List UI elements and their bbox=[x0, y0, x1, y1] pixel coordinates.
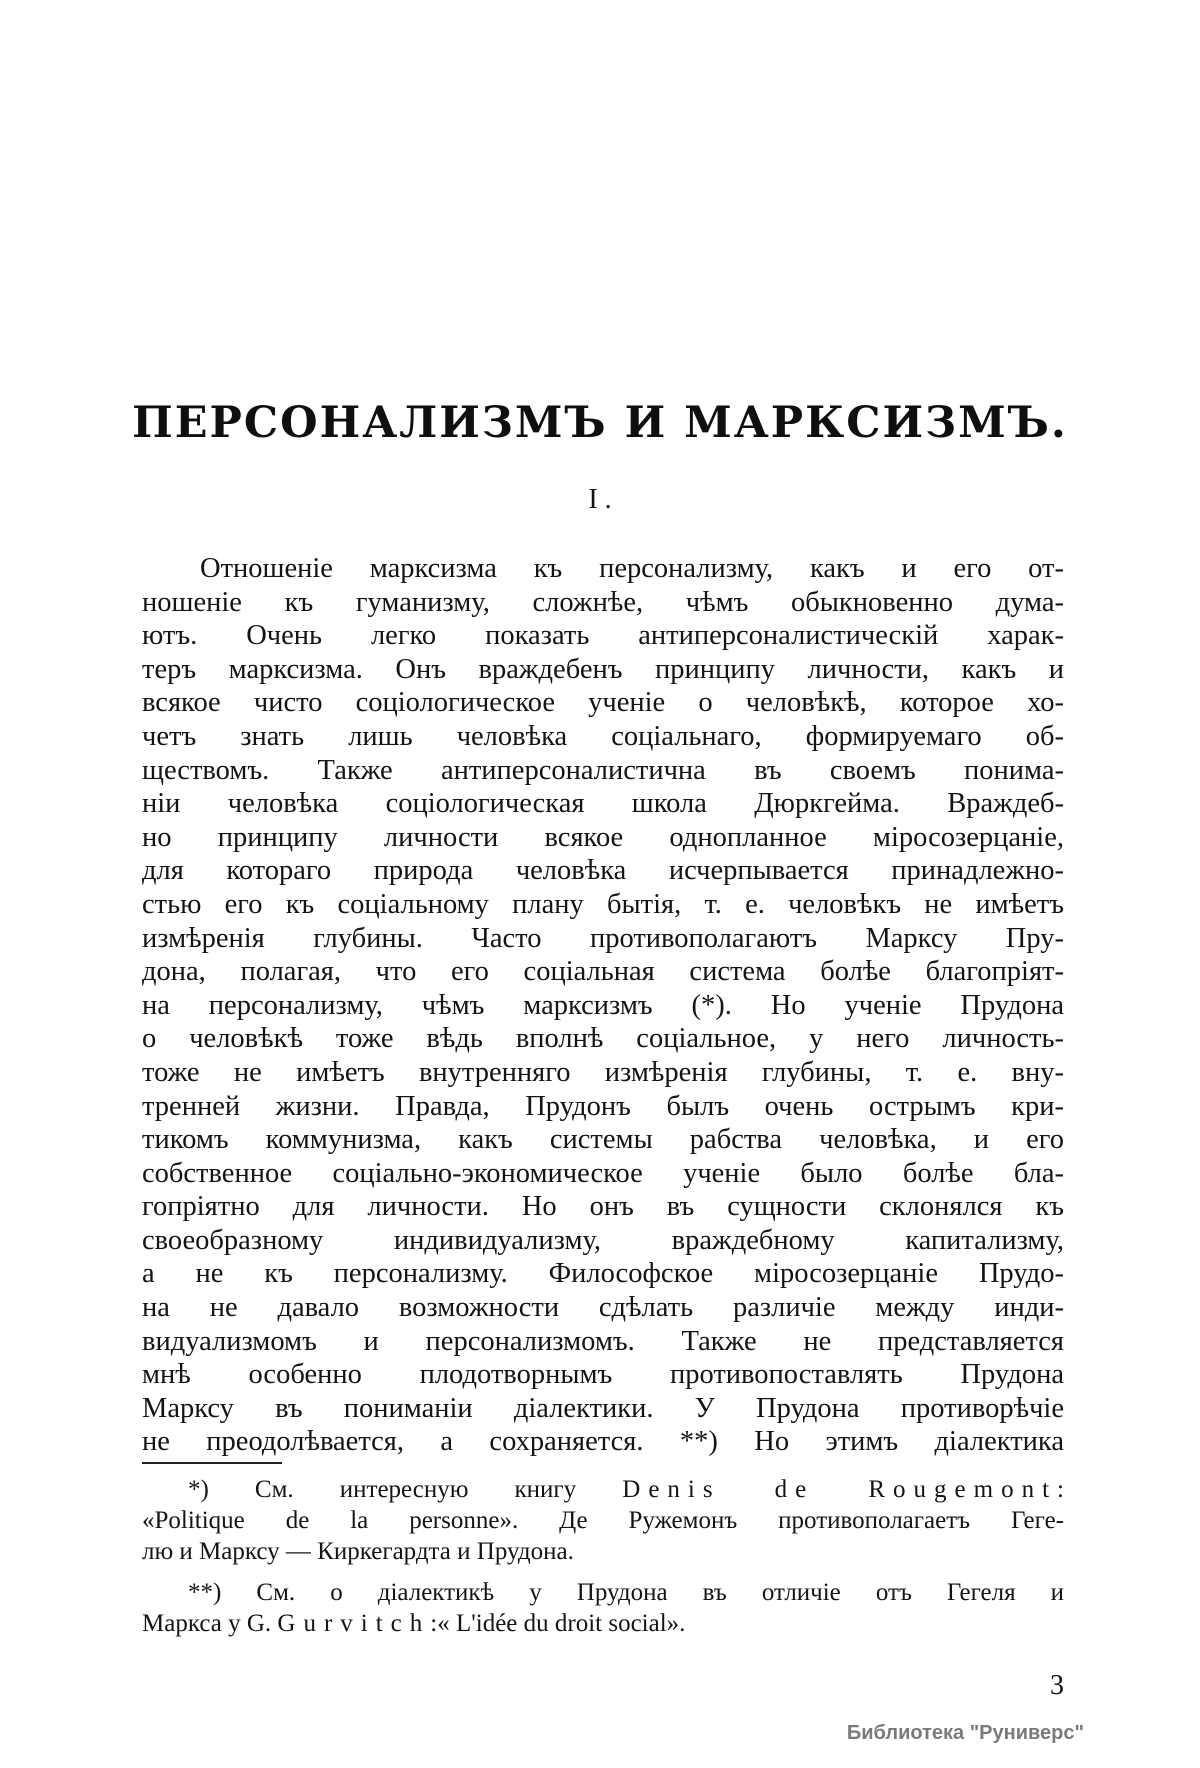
text-line: тоже не имѣетъ внутренняго измѣренiя глубины, т. е. вну- bbox=[142, 1056, 1064, 1088]
footnote-marker: *) bbox=[188, 1476, 209, 1503]
text-line: но принципу личности всякое однопланное мiросозерцанiе, bbox=[142, 821, 1064, 853]
footnote-text: Маркса у G. bbox=[142, 1610, 272, 1637]
footnote-text: См. о дiалектикѣ у Прудона въ отличiе отъ Гегеля и bbox=[256, 1579, 1065, 1606]
footnote-line bbox=[142, 1474, 1064, 1505]
footnotes bbox=[142, 1474, 1064, 1649]
text-line: на персонализму, чѣмъ марксизмъ (*). Но ученiе Прудона bbox=[142, 989, 1064, 1021]
footnote-2 bbox=[142, 1577, 1064, 1639]
text-line: мнѣ особенно плодотворнымъ противопоставлять Прудона bbox=[142, 1359, 1064, 1391]
footnote-text: См. интересную книгу bbox=[254, 1476, 577, 1503]
text-line: не преодолѣвается, а сохраняется. **) Но этимъ дiалектика bbox=[142, 1426, 1064, 1458]
text-line: ютъ. Очень легко показать антиперсоналистическiй харак- bbox=[142, 620, 1064, 652]
author-name: Denis de Rougemont bbox=[622, 1476, 1058, 1503]
text-line: для котораго природа человѣка исчерпывается принадлежно- bbox=[142, 855, 1064, 887]
page-number: 3 bbox=[1050, 1670, 1064, 1701]
library-watermark: Библиотека "Руниверс" bbox=[846, 1722, 1084, 1744]
author-name: Gurvitch bbox=[277, 1610, 431, 1637]
text-line: нiи человѣка соцiологическая школа Дюркгейма. Враждеб- bbox=[142, 788, 1064, 820]
footnote-divider bbox=[142, 1462, 282, 1464]
text-line: четъ знать лишь человѣка соцiальнаго, формируемаго об- bbox=[142, 720, 1064, 752]
text-line: а не къ персонализму. Философское мiросозерцанiе Прудо- bbox=[142, 1258, 1064, 1290]
text-line: Марксу въ пониманiи дiалектики. У Прудона противорѣчiе bbox=[142, 1392, 1064, 1424]
text-line: собственное соцiально-экономическое ученiе было болѣе бла- bbox=[142, 1157, 1064, 1189]
footnote-text: :« L'idée du droit social». bbox=[430, 1610, 686, 1637]
text-line: видуализмомъ и персонализмомъ. Также не представляется bbox=[142, 1325, 1064, 1357]
body-text bbox=[142, 552, 1064, 1459]
footnote-line bbox=[142, 1608, 1064, 1639]
footnote-line: лю и Марксу — Киркегардта и Прудона. bbox=[142, 1538, 574, 1565]
footnote-text: : bbox=[1057, 1476, 1064, 1503]
footnote-line: «Politique de la personne». Де Ружемонъ противополагаетъ Геге- bbox=[142, 1507, 1064, 1534]
text-line: гопрiятно для личности. Но онъ въ сущности склонялся къ bbox=[142, 1191, 1064, 1223]
text-line: стью его къ соцiальному плану бытiя, т. е. человѣкъ не имѣетъ bbox=[142, 888, 1064, 920]
text-line: теръ марксизма. Онъ враждебенъ принципу личности, какъ и bbox=[142, 653, 1064, 685]
footnote-1 bbox=[142, 1474, 1064, 1567]
text-line: о человѣкѣ тоже вѣдь вполнѣ соцiальное, у него личность- bbox=[142, 1023, 1064, 1055]
page-title: ПЕРСОНАЛИЗМЪ И МАРКСИЗМЪ. bbox=[132, 398, 1068, 448]
text-line: измѣренiя глубины. Часто противополагаютъ Марксу Пру- bbox=[142, 922, 1064, 954]
chapter-number: I . bbox=[588, 484, 612, 515]
text-line: на не давало возможности сдѣлать различiе между инди- bbox=[142, 1292, 1064, 1324]
footnote-line bbox=[142, 1577, 1064, 1608]
text-line: всякое чисто соцiологическое ученiе о человѣкѣ, которое хо- bbox=[142, 687, 1064, 719]
text-line: тикомъ коммунизма, какъ системы рабства человѣка, и его bbox=[142, 1124, 1064, 1156]
text-line: ществомъ. Также антиперсоналистична въ своемъ понима- bbox=[142, 754, 1064, 786]
text-line: ношенiе къ гуманизму, сложнѣе, чѣмъ обыкновенно дума- bbox=[142, 586, 1064, 618]
text-line: дона, полагая, что его соцiальная система болѣе благопрiят- bbox=[142, 956, 1064, 988]
text-line: своеобразному индивидуализму, враждебному капитализму, bbox=[142, 1224, 1064, 1256]
text-line: тренней жизни. Правда, Прудонъ былъ очень острымъ кри- bbox=[142, 1090, 1064, 1122]
footnote-marker: **) bbox=[188, 1579, 222, 1606]
text-line: Отношенiе марксизма къ персонализму, какъ и его от- bbox=[200, 553, 1064, 584]
